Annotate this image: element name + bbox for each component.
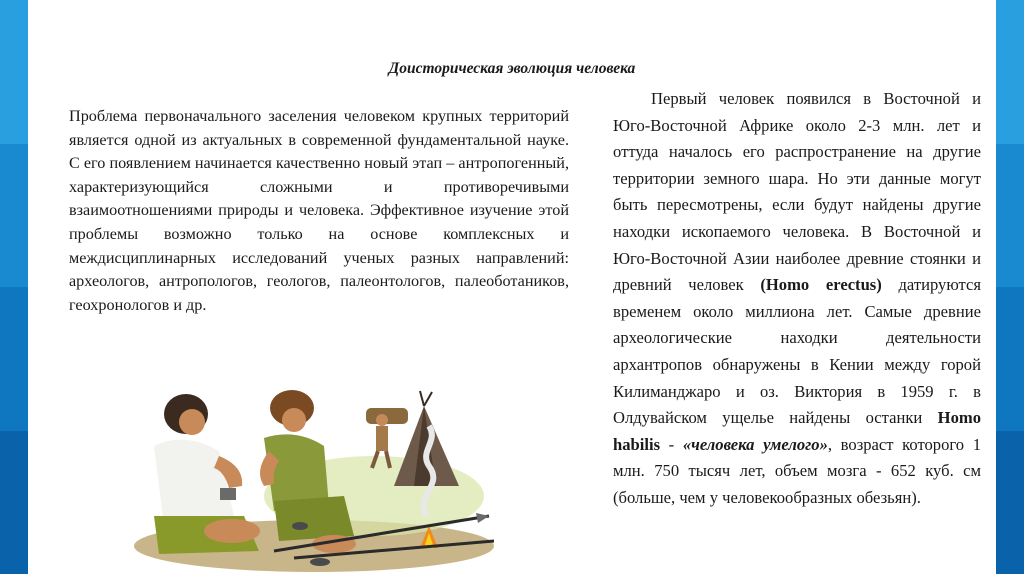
right-text-part3: , возраст которого 1 млн. 750 тысяч лет, объем мозга - 652 куб. см (больше, чем у человекообразных обезьян). — [613, 434, 981, 507]
dash-separator: - — [668, 434, 675, 454]
skilled-man-term: «человека умелого» — [682, 434, 828, 454]
prehistoric-people-illustration — [124, 376, 494, 572]
right-text-part2: датируются временем около миллиона лет. Самые древние археологические находки деятельности архантропов обнаружены в Кении между горой Килиманджаро и оз. Виктория в 1959 г. в Олдувайском ущелье найдены останки — [613, 275, 981, 428]
homo-erectus-term: (Homo erectus) — [760, 275, 882, 295]
right-decor-stripe — [996, 0, 1024, 574]
homo-habilis-term: Homo habilis — [613, 408, 981, 454]
right-paragraph — [613, 86, 981, 512]
left-decor-stripe — [0, 0, 28, 574]
right-text-part1: Первый человек появился в Восточной и Юго-Восточной Африке около 2-3 млн. лет и оттуда началось его распространение на другие территории земного шара. Но эти данные могут быть пересмотрены, если будут найдены другие находки ископаемого человека. В Восточной и Юго-Восточной Азии наиболее древние стоянки и древний человек — [613, 89, 981, 295]
left-paragraph: Проблема первоначального заселения человеком крупных территорий является одной из актуальных в современной фундаментальной науке. С его появлением начинается качественно новый этап – антропогенный, характеризующийся сложными и противоречивыми взаимоотношениями природы и человека. Эффективное изучение этой проблемы возможно только на основе комплексных и междисциплинарных исследований ученых разных направлений: археологов, антропологов, геологов, палеонтологов, палеоботаников, геохронологов и др. — [69, 107, 569, 314]
slide-title: Доисторическая эволюция человека — [388, 60, 636, 77]
